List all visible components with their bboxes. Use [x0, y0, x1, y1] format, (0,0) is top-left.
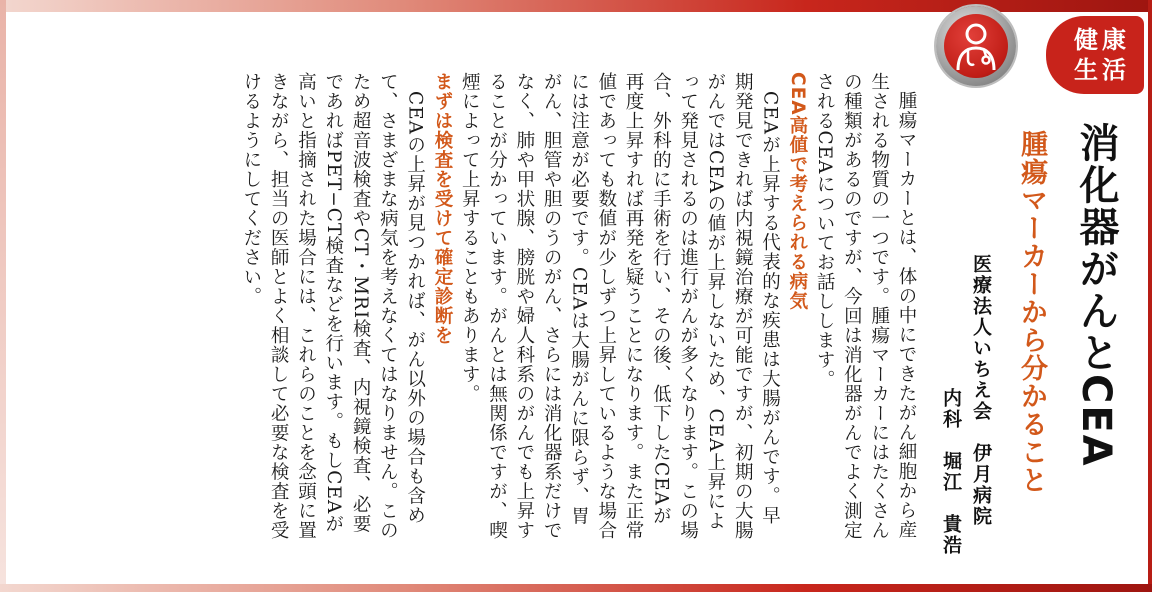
right-border — [1148, 0, 1152, 592]
intro-paragraph: 腫瘍マーカーとは、体の中にできたがん細胞から産生される物質の一つです。腫瘍マーカーにはたくさんの種類があるのですが、今回は消化器がんでよく測定されるCEAについてお話しします。 — [814, 72, 917, 540]
doctor-with-stethoscope-icon — [944, 14, 1008, 78]
author-name: 内科 堀江 貴浩 — [940, 388, 962, 556]
section-heading-1: CEA高値で考えられる病気 — [786, 72, 808, 311]
body-paragraph-2: CEAの上昇が見つかれば、がん以外の場合も含めて、さまざまな病気を考えなくてはなりません。このため超音波検査やCT・MRI検査、内視鏡検査、必要であればPET−CT検査などを行います。もしCEAが高いと指摘された場合には、これらのことを念頭に置きながら、担当の医師とよく相談して必要な検査を受けるようにしてください。 — [240, 72, 426, 540]
bottom-accent-bar — [0, 584, 1152, 592]
doctor-emblem — [936, 6, 1016, 86]
left-border — [0, 0, 6, 592]
badge-line-1: 健康 — [1074, 26, 1130, 54]
article-title: 消化器がんとCEA — [1073, 122, 1119, 468]
article-subtitle: 腫瘍マーカーから分かること — [1016, 130, 1047, 494]
body-paragraph-1: CEAが上昇する代表的な疾患は大腸がんです。早期発見できれば内視鏡治療が可能ですが、初期の大腸がんではCEAの値が上昇しないため、CEA上昇によって発見されるのは進行がんが多くなります。この場合、外科的に手術を行い、その後、低下したCEAが再度上昇すれば再発を疑うことになります。また正常値であっても数値が少しずつ上昇しているような場合には注意が必要です。CEAは大腸がんに限らず、胃がん、胆管や胆のうのがん、さらには消化器系だけでなく、肺や甲状腺、膀胱や婦人科系のがんでも上昇することが分かっています。がんとは無関係ですが、喫煙によって上昇することもあります。 — [459, 72, 781, 540]
article-body — [40, 72, 920, 542]
section-heading-2: まずは検査を受けて確定診断を — [431, 72, 453, 345]
author-affiliation: 医療法人いちえ会 伊月病院 — [970, 254, 992, 527]
badge-line-2: 生活 — [1074, 56, 1130, 84]
category-badge — [1046, 16, 1144, 94]
